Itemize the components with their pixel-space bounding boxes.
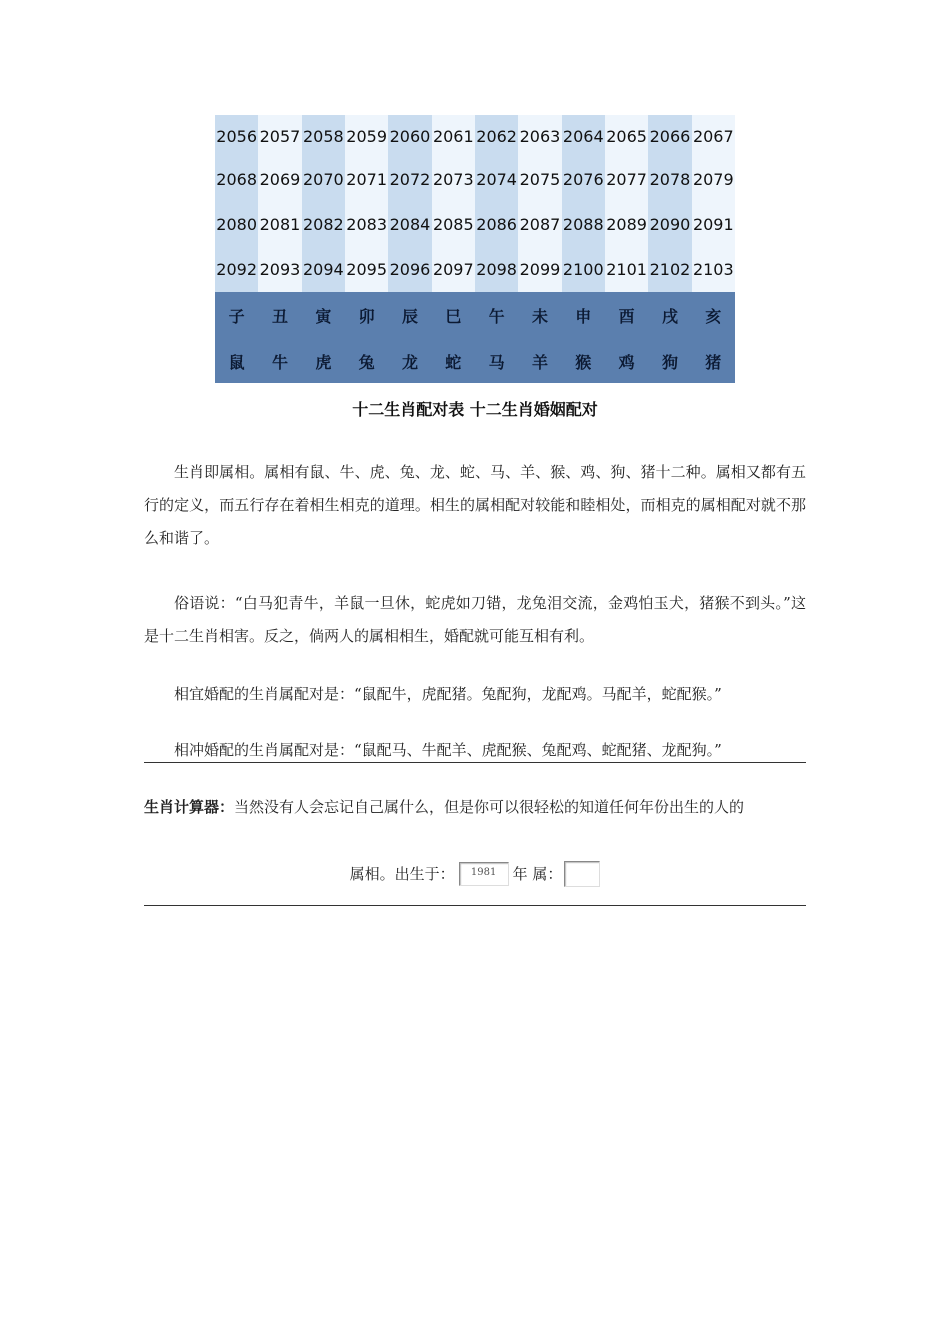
branch-cell: 申 xyxy=(562,292,605,339)
year-cell: 2103 xyxy=(692,247,735,292)
year-row xyxy=(215,115,735,157)
year-cell: 2066 xyxy=(648,115,691,157)
year-cell: 2087 xyxy=(518,202,561,247)
year-cell: 2058 xyxy=(302,115,345,157)
year-cell: 2081 xyxy=(258,202,301,247)
zodiac-year-table xyxy=(215,115,735,383)
branch-cell: 子 xyxy=(215,292,258,339)
branch-row xyxy=(215,292,735,339)
paragraph-proverb: 俗语说：“白马犯青牛，羊鼠一旦休，蛇虎如刀错，龙兔泪交流，金鸡怕玉犬，猪猴不到头。”这是十二生肖相害。反之，倘两人的属相相生，婚配就可能互相有利。 xyxy=(144,594,806,645)
year-cell: 2078 xyxy=(648,157,691,202)
divider-top xyxy=(144,762,806,763)
year-cell: 2072 xyxy=(388,157,431,202)
branch-cell: 寅 xyxy=(302,292,345,339)
calculator-description xyxy=(144,796,806,818)
year-cell: 2085 xyxy=(432,202,475,247)
year-cell: 2075 xyxy=(518,157,561,202)
animal-cell: 蛇 xyxy=(432,339,475,383)
year-row xyxy=(215,157,735,202)
year-cell: 2069 xyxy=(258,157,301,202)
year-cell: 2076 xyxy=(562,157,605,202)
year-cell: 2097 xyxy=(432,247,475,292)
paragraph-conflicting-pairs: 相冲婚配的生肖属配对是：“鼠配马、牛配羊、虎配猴、兔配鸡、蛇配猪、龙配狗。” xyxy=(174,741,722,759)
branch-cell: 午 xyxy=(475,292,518,339)
year-cell: 2057 xyxy=(258,115,301,157)
branch-cell: 酉 xyxy=(605,292,648,339)
year-cell: 2070 xyxy=(302,157,345,202)
year-cell: 2091 xyxy=(692,202,735,247)
paragraph-compatible-pairs: 相宜婚配的生肖属配对是：“鼠配牛，虎配猪。兔配狗，龙配鸡。马配羊，蛇配猴。” xyxy=(174,685,722,703)
year-cell: 2067 xyxy=(692,115,735,157)
year-cell: 2096 xyxy=(388,247,431,292)
year-cell: 2061 xyxy=(432,115,475,157)
year-cell: 2083 xyxy=(345,202,388,247)
animal-cell: 虎 xyxy=(302,339,345,383)
branch-cell: 未 xyxy=(518,292,561,339)
animal-cell: 猪 xyxy=(692,339,735,383)
year-row xyxy=(215,202,735,247)
year-cell: 2094 xyxy=(302,247,345,292)
animal-cell: 狗 xyxy=(648,339,691,383)
branch-cell: 丑 xyxy=(258,292,301,339)
year-cell: 2080 xyxy=(215,202,258,247)
year-cell: 2063 xyxy=(518,115,561,157)
year-cell: 2068 xyxy=(215,157,258,202)
year-cell: 2071 xyxy=(345,157,388,202)
animal-cell: 羊 xyxy=(518,339,561,383)
branch-cell: 辰 xyxy=(388,292,431,339)
table-caption: 十二生肖配对表 十二生肖婚姻配对 xyxy=(352,400,598,419)
year-cell: 2102 xyxy=(648,247,691,292)
animal-row xyxy=(215,339,735,383)
animal-cell: 牛 xyxy=(258,339,301,383)
animal-cell: 龙 xyxy=(388,339,431,383)
year-cell: 2064 xyxy=(562,115,605,157)
year-cell: 2089 xyxy=(605,202,648,247)
year-cell: 2084 xyxy=(388,202,431,247)
calculator-description-text: 当然没有人会忘记自己属什么，但是你可以很轻松的知道任何年份出生的人的 xyxy=(234,798,745,816)
year-cell: 2062 xyxy=(475,115,518,157)
zodiac-result-field xyxy=(564,861,600,887)
year-cell: 2074 xyxy=(475,157,518,202)
year-cell: 2090 xyxy=(648,202,691,247)
year-suffix-label: 年 属： xyxy=(512,865,563,883)
year-cell: 2077 xyxy=(605,157,648,202)
year-cell: 2099 xyxy=(518,247,561,292)
year-cell: 2098 xyxy=(475,247,518,292)
year-cell: 2079 xyxy=(692,157,735,202)
year-cell: 2082 xyxy=(302,202,345,247)
animal-cell: 兔 xyxy=(345,339,388,383)
born-prefix-label: 属相。出生于： xyxy=(349,865,455,883)
year-cell: 2086 xyxy=(475,202,518,247)
animal-cell: 猴 xyxy=(562,339,605,383)
year-cell: 2100 xyxy=(562,247,605,292)
year-cell: 2060 xyxy=(388,115,431,157)
divider-bottom xyxy=(144,905,806,906)
year-cell: 2088 xyxy=(562,202,605,247)
paragraph-intro: 生肖即属相。属相有鼠、牛、虎、兔、龙、蛇、马、羊、猴、鸡、狗、猪十二种。属相又都有五行的定义，而五行存在着相生相克的道理。相生的属相配对较能和睦相处，而相克的属相配对就不那么和谐了。 xyxy=(144,463,806,547)
branch-cell: 巳 xyxy=(432,292,475,339)
animal-cell: 鸡 xyxy=(605,339,648,383)
year-cell: 2093 xyxy=(258,247,301,292)
year-cell: 2059 xyxy=(345,115,388,157)
year-cell: 2056 xyxy=(215,115,258,157)
animal-cell: 鼠 xyxy=(215,339,258,383)
calculator-label: 生肖计算器： xyxy=(144,798,235,816)
year-row xyxy=(215,247,735,292)
birth-year-input[interactable]: 1981 xyxy=(459,862,509,886)
year-cell: 2092 xyxy=(215,247,258,292)
animal-cell: 马 xyxy=(475,339,518,383)
calculator-row xyxy=(0,858,950,889)
year-cell: 2065 xyxy=(605,115,648,157)
branch-cell: 卯 xyxy=(345,292,388,339)
year-cell: 2095 xyxy=(345,247,388,292)
branch-cell: 亥 xyxy=(692,292,735,339)
year-cell: 2073 xyxy=(432,157,475,202)
year-cell: 2101 xyxy=(605,247,648,292)
branch-cell: 戌 xyxy=(648,292,691,339)
